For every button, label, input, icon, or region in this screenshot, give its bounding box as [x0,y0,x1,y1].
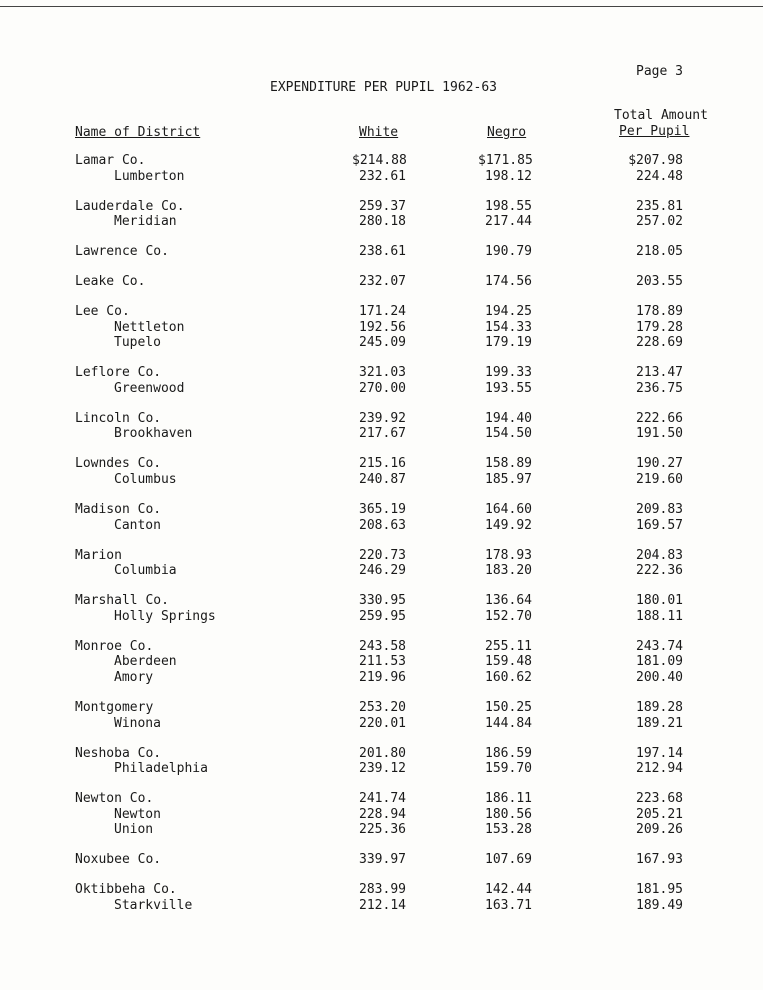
table-row [0,411,763,427]
total-value: 189.28 [636,699,683,715]
table-row [0,426,763,442]
negro-value: 198.12 [485,168,532,184]
district-name: Lowndes Co. [75,456,162,472]
negro-value: 154.33 [485,319,532,335]
white-value: 220.73 [359,547,406,563]
column-header-total-line2: Per Pupil [619,124,690,139]
total-value: 191.50 [636,426,683,442]
white-value: 365.19 [359,502,406,518]
total-value: 181.09 [636,654,683,670]
total-value: 181.95 [636,882,683,898]
table-row [0,807,763,823]
white-value: 192.56 [359,319,406,335]
table-row [0,609,763,625]
negro-value: 186.59 [485,745,532,761]
district-name: Leake Co. [75,274,146,290]
white-value: 280.18 [359,214,406,230]
table-row [0,320,763,336]
negro-value: 185.97 [485,472,532,488]
total-value: 219.60 [636,472,683,488]
white-value: 232.61 [359,168,406,184]
total-value: 189.21 [636,715,683,731]
district-group [0,199,763,230]
district-name: Marshall Co. [75,593,169,609]
total-value: 209.26 [636,822,683,838]
white-value: 211.53 [359,654,406,670]
table-row [0,381,763,397]
district-name: Philadelphia [114,761,208,777]
district-group [0,411,763,442]
white-value: 201.80 [359,745,406,761]
total-value: 179.28 [636,319,683,335]
negro-value: 194.40 [485,410,532,426]
white-value: 241.74 [359,791,406,807]
total-value: 180.01 [636,593,683,609]
white-value: 283.99 [359,882,406,898]
negro-value: 178.93 [485,547,532,563]
negro-value: 150.25 [485,699,532,715]
table-row [0,502,763,518]
district-name: Holly Springs [114,608,216,624]
total-value: 178.89 [636,304,683,320]
total-value: 200.40 [636,669,683,685]
column-header-white: White [359,125,399,140]
district-name: Amory [114,669,154,685]
district-group [0,852,763,868]
negro-value: 163.71 [485,897,532,913]
negro-value: 152.70 [485,608,532,624]
white-value: 215.16 [359,456,406,472]
district-name: Lumberton [114,168,185,184]
white-value: 219.96 [359,669,406,685]
district-name: Lee Co. [75,304,130,320]
district-name: Columbia [114,563,177,579]
total-value: 235.81 [636,198,683,214]
total-value: 222.66 [636,410,683,426]
table-row [0,670,763,686]
district-group [0,365,763,396]
white-value: 220.01 [359,715,406,731]
total-value: 189.49 [636,897,683,913]
negro-value: 186.11 [485,791,532,807]
column-header-negro: Negro [487,125,527,140]
white-value: 238.61 [359,244,406,260]
table-row [0,593,763,609]
district-group [0,456,763,487]
district-group [0,746,763,777]
table-row [0,153,763,169]
district-name: Neshoba Co. [75,745,162,761]
table-row [0,791,763,807]
table-row [0,716,763,732]
table-row [0,882,763,898]
negro-value: 180.56 [485,806,532,822]
white-value: 225.36 [359,822,406,838]
district-group [0,502,763,533]
negro-value: 164.60 [485,502,532,518]
negro-value: 183.20 [485,563,532,579]
district-group [0,244,763,260]
white-value: 243.58 [359,638,406,654]
district-name: Lincoln Co. [75,410,162,426]
column-header-district: Name of District [75,125,201,140]
negro-value: 107.69 [485,852,532,868]
district-name: Madison Co. [75,502,162,518]
page-number: Page 3 [636,64,683,79]
total-value: 167.93 [636,852,683,868]
total-value: 223.68 [636,791,683,807]
table-row [0,746,763,762]
white-value: 321.03 [359,365,406,381]
page-title: EXPENDITURE PER PUPIL 1962-63 [270,80,497,95]
negro-value: 136.64 [485,593,532,609]
white-value: 239.12 [359,761,406,777]
table-row [0,456,763,472]
district-group [0,548,763,579]
total-value: 188.11 [636,608,683,624]
white-value: 270.00 [359,380,406,396]
district-name: Aberdeen [114,654,177,670]
district-name: Lauderdale Co. [75,198,185,214]
table-row [0,199,763,215]
district-group [0,791,763,838]
district-name: Montgomery [75,699,154,715]
district-group [0,153,763,184]
negro-value: 198.55 [485,198,532,214]
total-value: 222.36 [636,563,683,579]
white-value: 259.37 [359,198,406,214]
district-group [0,274,763,290]
total-value: 204.83 [636,547,683,563]
district-name: Meridian [114,214,177,230]
white-value: 208.63 [359,517,406,533]
negro-value: 217.44 [485,214,532,230]
white-value: 259.95 [359,608,406,624]
district-name: Marion [75,547,122,563]
table-row [0,518,763,534]
negro-value: 194.25 [485,304,532,320]
table-row [0,169,763,185]
district-name: Lawrence Co. [75,244,169,260]
negro-value: 159.70 [485,761,532,777]
total-value: 212.94 [636,761,683,777]
district-name: Winona [114,715,161,731]
total-value: 209.83 [636,502,683,518]
white-value: 339.97 [359,852,406,868]
white-value: 232.07 [359,274,406,290]
negro-value: 179.19 [485,335,532,351]
table-row [0,852,763,868]
negro-value: 193.55 [485,380,532,396]
table-row [0,700,763,716]
total-value: 224.48 [636,168,683,184]
total-value: 243.74 [636,638,683,654]
district-name: Newton Co. [75,791,154,807]
white-value: 245.09 [359,335,406,351]
table-row [0,898,763,914]
negro-value: 144.84 [485,715,532,731]
table-row [0,244,763,260]
district-name: Noxubee Co. [75,852,162,868]
district-group [0,882,763,913]
district-name: Newton [114,806,161,822]
negro-value: 159.48 [485,654,532,670]
district-name: Lamar Co. [75,153,146,168]
white-value: 212.14 [359,897,406,913]
district-group [0,304,763,351]
total-value: 213.47 [636,365,683,381]
total-value: 203.55 [636,274,683,290]
negro-value: 149.92 [485,517,532,533]
negro-value: 158.89 [485,456,532,472]
negro-value: 174.56 [485,274,532,290]
negro-value: 160.62 [485,669,532,685]
district-name: Leflore Co. [75,365,162,381]
negro-value: $171.85 [478,153,533,168]
total-value: 190.27 [636,456,683,472]
white-value: 217.67 [359,426,406,442]
table-row [0,654,763,670]
negro-value: 190.79 [485,244,532,260]
district-group [0,700,763,731]
column-header-total-line1: Total Amount [614,108,708,123]
table-row [0,214,763,230]
total-value: 205.21 [636,806,683,822]
table-row [0,639,763,655]
negro-value: 153.28 [485,822,532,838]
district-name: Canton [114,517,161,533]
district-name: Columbus [114,472,177,488]
white-value: 246.29 [359,563,406,579]
district-name: Monroe Co. [75,638,154,654]
white-value: 330.95 [359,593,406,609]
total-value: $207.98 [628,153,683,168]
district-name: Greenwood [114,380,185,396]
white-value: 240.87 [359,472,406,488]
table-row [0,563,763,579]
table-row [0,365,763,381]
district-name: Tupelo [114,335,161,351]
district-name: Starkville [114,897,193,913]
table-row [0,472,763,488]
total-value: 218.05 [636,244,683,260]
white-value: 228.94 [359,806,406,822]
total-value: 257.02 [636,214,683,230]
total-value: 197.14 [636,745,683,761]
total-value: 236.75 [636,380,683,396]
table-row [0,548,763,564]
white-value: 171.24 [359,304,406,320]
district-name: Brookhaven [114,426,193,442]
column-header-total [614,108,708,140]
negro-value: 199.33 [485,365,532,381]
district-group [0,639,763,686]
top-rule [0,6,763,7]
white-value: 253.20 [359,699,406,715]
table-row [0,761,763,777]
negro-value: 142.44 [485,882,532,898]
white-value: 239.92 [359,410,406,426]
table-row [0,304,763,320]
district-name: Union [114,822,154,838]
total-value: 169.57 [636,517,683,533]
negro-value: 255.11 [485,638,532,654]
table-row [0,274,763,290]
district-group [0,593,763,624]
district-name: Nettleton [114,319,185,335]
table-row [0,822,763,838]
expenditure-table [0,153,763,928]
negro-value: 154.50 [485,426,532,442]
table-row [0,335,763,351]
total-value: 228.69 [636,335,683,351]
district-name: Oktibbeha Co. [75,882,177,898]
white-value: $214.88 [352,153,407,168]
